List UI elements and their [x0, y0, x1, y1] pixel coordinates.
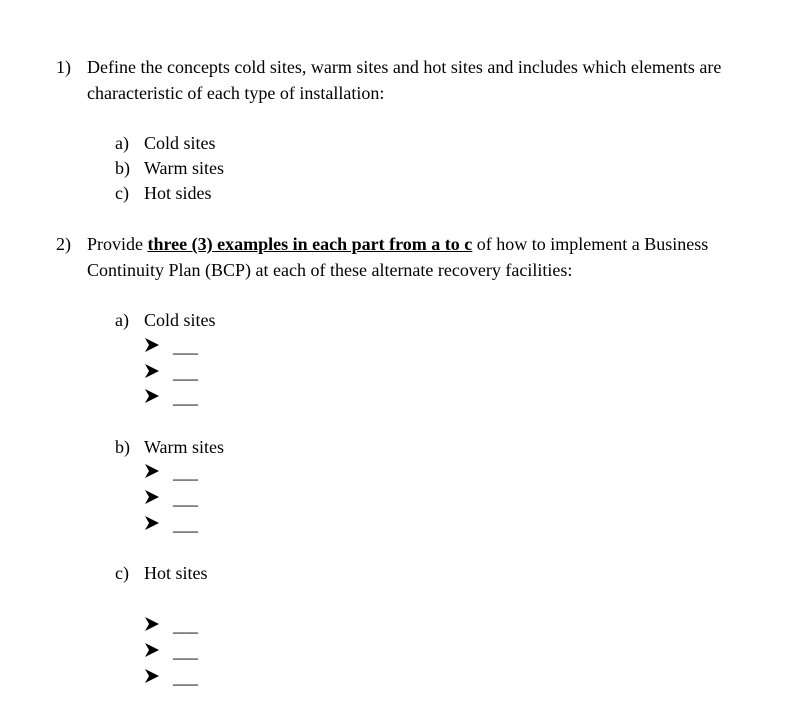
- question-number: 1): [56, 57, 71, 77]
- arrowhead-bullet-icon: [144, 335, 160, 355]
- q1-subitem-c: [0, 181, 802, 205]
- answer-blank[interactable]: ___: [173, 615, 197, 635]
- question-text: Define the concepts cold sites, warm sites and hot sites and includes which elements are characteristic of each type of installation:: [87, 57, 722, 103]
- subitem-label: Hot sites: [144, 563, 208, 583]
- q2-subitem-b: [0, 435, 802, 459]
- subitem-label: Warm sites: [144, 158, 225, 178]
- arrowhead-bullet-icon: [144, 386, 160, 406]
- bullet-item: [0, 487, 802, 511]
- emphasis-text: three (3) examples in each part from a to c: [147, 234, 473, 254]
- bullet-item: [0, 614, 802, 638]
- answer-blank[interactable]: ___: [173, 362, 197, 382]
- answer-blank[interactable]: ___: [173, 488, 197, 508]
- subitem-letter: c): [115, 563, 129, 583]
- answer-blank[interactable]: ___: [173, 462, 197, 482]
- subitem-label: Cold sites: [144, 133, 216, 153]
- arrowhead-bullet-icon: [144, 361, 160, 381]
- subitem-letter: c): [115, 183, 129, 203]
- bullet-item: [0, 666, 802, 690]
- bullet-item: [0, 513, 802, 537]
- arrowhead-bullet-icon: [144, 513, 160, 533]
- answer-blank[interactable]: ___: [173, 387, 197, 407]
- answer-blank[interactable]: ___: [173, 514, 197, 534]
- subitem-letter: a): [115, 310, 129, 330]
- q1-subitem-b: [0, 156, 802, 180]
- q2-subitem-a: [0, 308, 802, 332]
- q1-subitem-a: [0, 131, 802, 155]
- bullet-item: [0, 361, 802, 385]
- q2-subitem-c: [0, 561, 802, 585]
- subitem-letter: b): [115, 158, 130, 178]
- question-text: Provide three (3) examples in each part from a to c of how to implement a Business Continuity Plan (BCP) at each of these alternate recovery facilities:: [87, 234, 709, 280]
- arrowhead-bullet-icon: [144, 461, 160, 481]
- question-number: 2): [56, 234, 71, 254]
- answer-blank[interactable]: ___: [173, 667, 197, 687]
- arrowhead-bullet-icon: [144, 640, 160, 660]
- answer-blank[interactable]: ___: [173, 641, 197, 661]
- arrowhead-bullet-icon: [144, 614, 160, 634]
- subitem-letter: a): [115, 133, 129, 153]
- subitem-letter: b): [115, 437, 130, 457]
- answer-blank[interactable]: ___: [173, 336, 197, 356]
- subitem-label: Hot sides: [144, 183, 212, 203]
- bullet-item: [0, 335, 802, 359]
- subitem-label: Cold sites: [144, 310, 216, 330]
- bullet-item: [0, 386, 802, 410]
- bullet-item: [0, 461, 802, 485]
- arrowhead-bullet-icon: [144, 666, 160, 686]
- subitem-label: Warm sites: [144, 437, 225, 457]
- arrowhead-bullet-icon: [144, 487, 160, 507]
- bullet-item: [0, 640, 802, 664]
